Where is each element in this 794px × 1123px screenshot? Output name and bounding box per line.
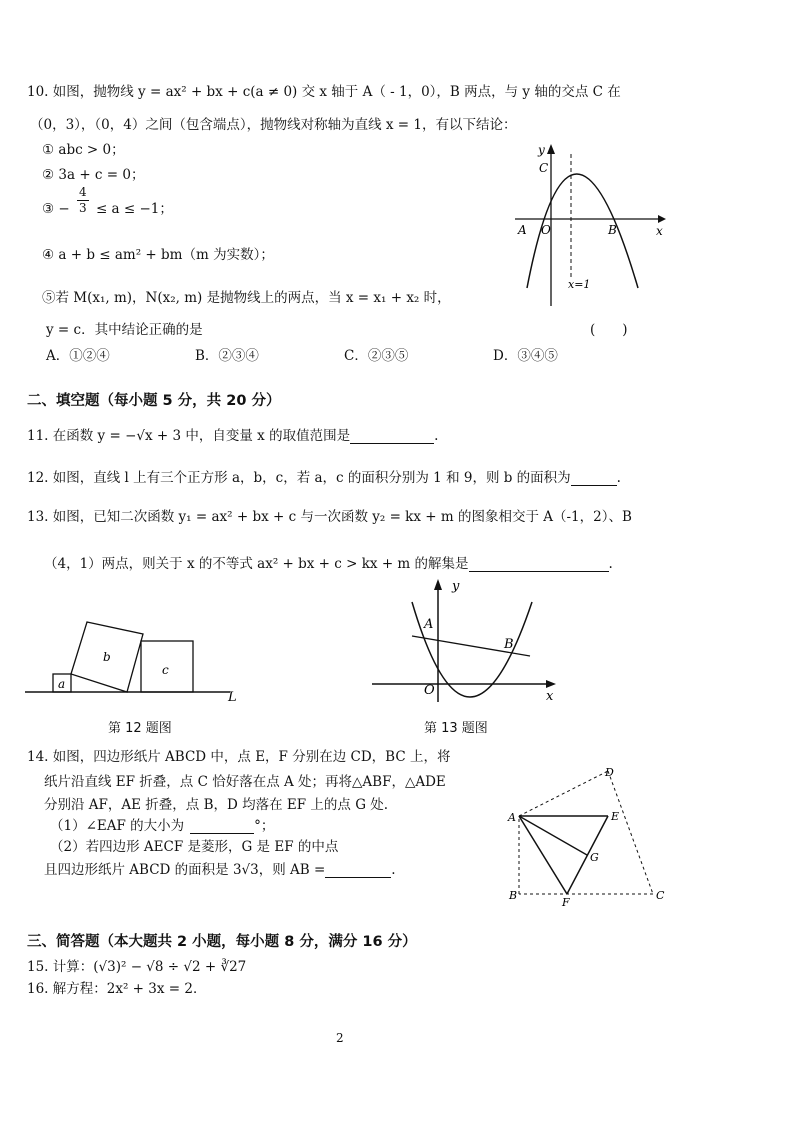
- q10-conclusion-2: ② 3a + c = 0；: [42, 167, 145, 183]
- q10-conclusion-4: ④ a + b ≤ am² + bm（m 为实数）；: [42, 247, 274, 263]
- q14-part2-blank[interactable]: [325, 863, 391, 878]
- q14-part1-end: °；: [254, 818, 275, 834]
- page-number: 2: [336, 1031, 344, 1045]
- q10-answer-paren: ( ): [590, 322, 628, 338]
- fig12-caption: 第 12 题图: [108, 721, 172, 736]
- q14-part2-text: 且四边形纸片 ABCD 的面积是 3√3，则 AB =: [44, 862, 326, 878]
- label-c: c: [162, 663, 169, 677]
- q10-option-d: D．③④⑤: [493, 348, 558, 364]
- q16: 16. 解方程：2x² + 3x = 2．: [27, 981, 207, 997]
- q11-text: 11. 在函数 y = −√x + 3 中，自变量 x 的取值范围是: [27, 428, 351, 444]
- label-a: a: [58, 677, 66, 691]
- c3-prefix: ③ −: [42, 201, 70, 217]
- fig13-caption: 第 13 题图: [424, 721, 488, 736]
- segment-af: [519, 816, 567, 894]
- label-a: A: [424, 617, 434, 632]
- q11-answer-blank[interactable]: [350, 429, 434, 444]
- fig12-squares: [25, 612, 250, 704]
- q10-option-a: A．①②④: [46, 348, 110, 364]
- label-b: b: [103, 650, 111, 664]
- segment-ag: [519, 816, 587, 855]
- c3-numerator: 4: [79, 185, 87, 199]
- q14-part1: [50, 814, 274, 834]
- label-c: C: [656, 889, 665, 902]
- label-g: G: [590, 851, 599, 864]
- q14-line3: 分别沿 AF，AE 折叠，点 B，D 均落在 EF 上的点 G 处.: [44, 797, 389, 813]
- label-b: B: [608, 223, 617, 237]
- label-e: E: [611, 810, 620, 823]
- q12: [27, 466, 621, 486]
- c3-denominator: 3: [79, 201, 87, 215]
- q12-end: .: [616, 470, 621, 486]
- q12-answer-blank[interactable]: [571, 471, 617, 486]
- q10-conclusion-6: y = c．其中结论正确的是: [46, 322, 203, 338]
- edge-dc: [608, 771, 653, 894]
- q10-conclusion-3: [42, 185, 173, 225]
- q10-parabola-figure: [510, 138, 670, 310]
- q14-part1-text: （1）∠EAF 的大小为: [50, 818, 185, 834]
- q10-line1: 10. 如图，抛物线 y = ax² + bx + c(a ≠ 0) 交 x 轴于 A（ - 1，0），B 两点，与 y 轴的交点 C 在: [27, 84, 621, 100]
- segment-ef: [567, 816, 608, 894]
- label-d: D: [605, 766, 614, 779]
- q11-end: .: [434, 428, 439, 444]
- label-a: A: [508, 811, 516, 824]
- q10-conclusion-1: ① abc > 0；: [42, 142, 125, 158]
- label-f: F: [562, 896, 570, 906]
- q10-option-c: C．②③⑤: [344, 348, 409, 364]
- q10-conclusion-5: ⑤若 M(x₁, m)，N(x₂, m) 是抛物线上的两点，当 x = x₁ + x₂ 时，: [42, 290, 451, 306]
- q13-text: （4，1）两点，则关于 x 的不等式 ax² + bx + c > kx + m 的解集是: [44, 556, 469, 572]
- y-axis-arrow: [547, 144, 555, 154]
- section-3-heading: 三、简答题（本大题共 2 小题，每小题 8 分，满分 16 分）: [27, 934, 417, 950]
- q13-line2: [44, 552, 613, 572]
- q14-part2: （2）若四边形 AECF 是菱形，G 是 EF 的中点: [50, 839, 339, 855]
- label-c: C: [539, 161, 549, 175]
- fig13-graph: [372, 574, 562, 704]
- y-axis-arrow: [434, 579, 442, 590]
- q14-line2: 纸片沿直线 EF 折叠，点 C 恰好落在点 A 处；再将△ABF，△ADE: [44, 774, 446, 790]
- label-y: y: [538, 143, 545, 157]
- q14-part2-cont: [44, 858, 396, 878]
- q12-text: 12. 如图，直线 l 上有三个正方形 a，b，c，若 a，c 的面积分别为 1 和 9，则 b 的面积为: [27, 470, 571, 486]
- section-2-heading: 二、填空题（每小题 5 分，共 20 分）: [27, 393, 281, 409]
- q11: [27, 424, 438, 444]
- q13-line1: 13. 如图，已知二次函数 y₁ = ax² + bx + c 与一次函数 y₂ = kx + m 的图象相交于 A（-1，2）、B: [27, 509, 632, 525]
- label-l: L: [228, 690, 237, 704]
- edge-ad: [519, 771, 608, 816]
- q13-answer-blank[interactable]: [469, 557, 609, 572]
- q10-option-b: B．②③④: [195, 348, 259, 364]
- label-y: y: [452, 579, 460, 594]
- q14-part2-end: .: [391, 862, 396, 878]
- q14-line1: 14. 如图，四边形纸片 ABCD 中，点 E，F 分别在边 CD，BC 上，将: [27, 749, 451, 765]
- q15: 15. 计算：(√3)² − √8 ÷ √2 + ∛27: [27, 959, 247, 975]
- label-o: O: [541, 223, 551, 237]
- c3-suffix: ≤ a ≤ −1；: [95, 201, 173, 217]
- q13-end: .: [608, 556, 613, 572]
- label-b: B: [509, 889, 518, 902]
- label-o: O: [424, 683, 435, 698]
- label-b: B: [504, 637, 514, 652]
- x-axis-arrow: [658, 215, 666, 223]
- fig14-quadrilateral: [505, 764, 675, 906]
- label-x: x: [656, 224, 663, 238]
- label-a: A: [518, 223, 527, 237]
- q10-line2: （0，3），（0，4）之间（包含端点），抛物线对称轴为直线 x = 1，有以下结论：: [30, 117, 517, 133]
- q14-part1-blank[interactable]: [190, 819, 254, 834]
- x-axis-arrow: [546, 680, 556, 688]
- label-x: x: [546, 689, 554, 704]
- label-axis: x=1: [568, 278, 591, 291]
- c3-fraction: [77, 185, 89, 216]
